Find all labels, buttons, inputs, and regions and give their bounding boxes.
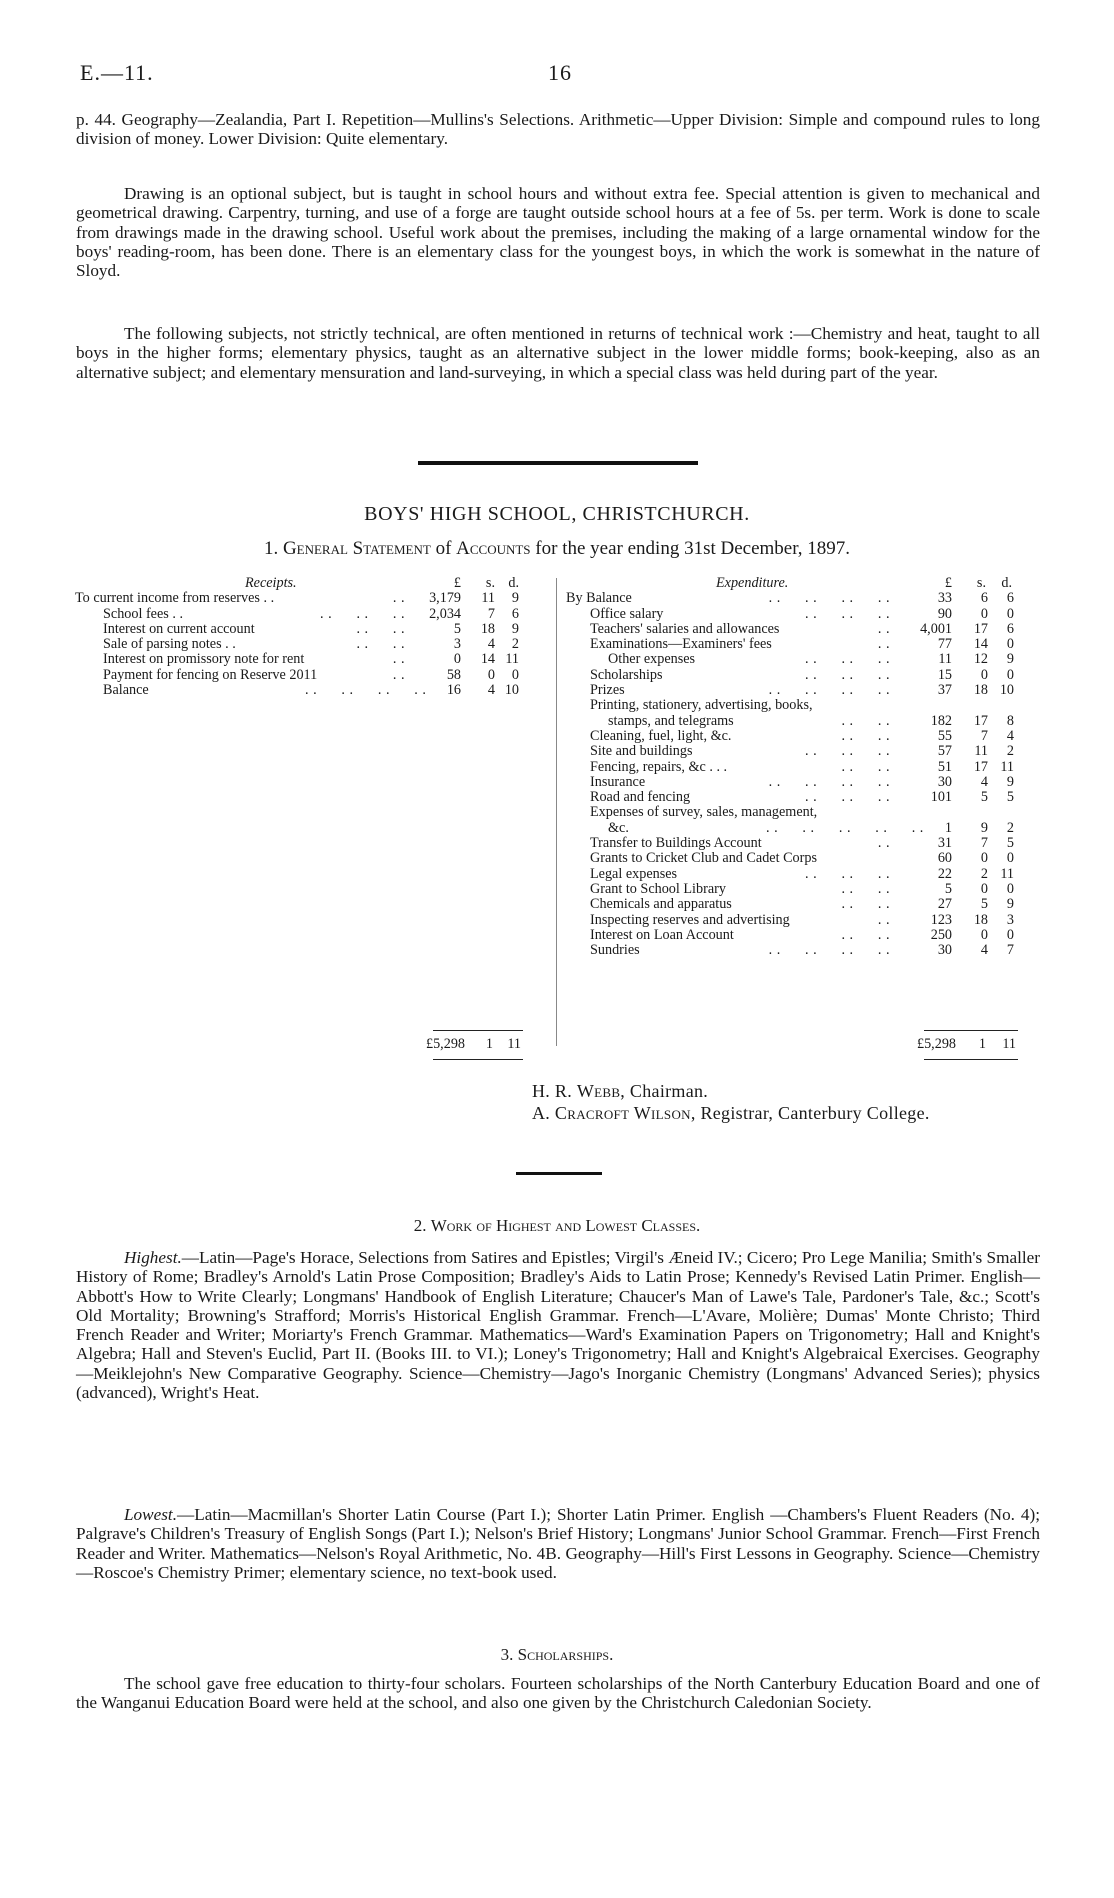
expenditure-amount-shillings: 6 bbox=[980, 590, 988, 607]
expenditure-amount-pence: 0 bbox=[1006, 850, 1014, 867]
receipt-amount-pounds: 58 bbox=[446, 666, 461, 683]
receipts-heading: Receipts. bbox=[245, 575, 297, 591]
expenditure-amount-pounds: 77 bbox=[937, 636, 952, 653]
receipt-amount-pence: 11 bbox=[505, 651, 519, 668]
receipt-leader-dots: . . bbox=[392, 666, 405, 683]
expenditure-amount-pence: 4 bbox=[1006, 727, 1014, 744]
expenditure-row bbox=[566, 913, 1046, 928]
expenditure-amount-shillings: 0 bbox=[980, 926, 988, 943]
receipts-table bbox=[75, 575, 559, 1052]
receipt-leader-dots: . . . . bbox=[356, 620, 405, 637]
expenditure-row bbox=[566, 821, 1046, 836]
expenditure-leader-dots: . . . . . . . . bbox=[768, 942, 890, 959]
receipt-amount-shillings: 11 bbox=[481, 590, 495, 607]
expenditure-leader-dots: . . . . . . bbox=[805, 743, 890, 760]
expenditure-leader-dots: . . . . bbox=[841, 758, 890, 775]
column-divider bbox=[556, 578, 557, 1046]
expenditure-leader-dots: . . . . bbox=[841, 727, 890, 744]
expenditure-row bbox=[566, 729, 1046, 744]
receipt-amount-pence: 9 bbox=[511, 590, 519, 607]
receipt-label: Interest on promissory note for rent bbox=[103, 651, 305, 668]
expenditure-table bbox=[566, 575, 1046, 1052]
expenditure-row bbox=[566, 622, 1046, 637]
expenditure-label: Office salary bbox=[590, 605, 664, 622]
expenditure-amount-pence: 2 bbox=[1006, 743, 1014, 760]
receipt-amount-pence: 10 bbox=[504, 682, 519, 699]
receipt-amount-pence: 6 bbox=[511, 605, 519, 622]
receipt-label: Interest on current account bbox=[103, 620, 255, 637]
expenditure-total-rule bbox=[924, 1059, 1018, 1060]
expenditure-amount-shillings: 5 bbox=[980, 896, 988, 913]
expenditure-label: Teachers' salaries and allowances bbox=[590, 620, 780, 637]
expenditure-label: &c. bbox=[608, 819, 629, 836]
receipt-amount-pounds: 16 bbox=[446, 682, 461, 699]
expenditure-amount-pence: 0 bbox=[1006, 605, 1014, 622]
expenditure-row bbox=[566, 882, 1046, 897]
expenditure-row bbox=[566, 591, 1046, 606]
expenditure-amount-pence: 5 bbox=[1006, 789, 1014, 806]
expenditure-label: Chemicals and apparatus bbox=[590, 896, 732, 913]
expenditure-amount-shillings: 0 bbox=[980, 850, 988, 867]
section-divider bbox=[418, 461, 698, 465]
receipt-row bbox=[75, 668, 559, 683]
statement-heading: 1. General Statement of Accounts for the year ending 31st December, 1897. bbox=[263, 538, 851, 559]
expenditure-amount-pence: 3 bbox=[1006, 911, 1014, 928]
receipt-row bbox=[75, 607, 559, 622]
expenditure-label: Expenses of survey, sales, management, bbox=[590, 804, 818, 821]
receipts-total-rule bbox=[433, 1059, 523, 1060]
scholarships-heading: 3. Scholarships. bbox=[500, 1645, 614, 1664]
expenditure-row bbox=[566, 897, 1046, 912]
expenditure-amount-pounds: 60 bbox=[937, 850, 952, 867]
expenditure-amount-pence: 0 bbox=[1006, 636, 1014, 653]
expenditure-amount-pence: 10 bbox=[999, 682, 1014, 699]
expenditure-row bbox=[566, 607, 1046, 622]
expenditure-amount-pounds: 51 bbox=[937, 758, 952, 775]
receipt-amount-shillings: 0 bbox=[487, 666, 495, 683]
receipt-row bbox=[75, 622, 559, 637]
receipt-amount-pounds: 3,179 bbox=[429, 590, 461, 607]
receipt-row bbox=[75, 591, 559, 606]
expenditure-label: Prizes bbox=[590, 682, 625, 699]
receipt-amount-shillings: 7 bbox=[487, 605, 495, 622]
expenditure-leader-dots: . . . . bbox=[841, 880, 890, 897]
expenditure-row bbox=[566, 928, 1046, 943]
expenditure-label: Scholarships bbox=[590, 666, 663, 683]
expenditure-row bbox=[566, 790, 1046, 805]
expenditure-amount-pounds: 55 bbox=[937, 727, 952, 744]
expenditure-label: Inspecting reserves and advertising bbox=[590, 911, 790, 928]
expenditure-leader-dots: . . . . . . . . bbox=[768, 590, 890, 607]
expenditure-label: Grant to School Library bbox=[590, 880, 726, 897]
expenditure-label: Road and fencing bbox=[590, 789, 691, 806]
expenditure-label: Insurance bbox=[590, 773, 646, 790]
expenditure-amount-shillings: 17 bbox=[973, 712, 988, 729]
expenditure-amount-shillings: 17 bbox=[973, 758, 988, 775]
expenditure-amount-pence: 6 bbox=[1006, 590, 1014, 607]
expenditure-amount-pounds: 37 bbox=[937, 682, 952, 699]
expenditure-leader-dots: . . . . . . bbox=[805, 605, 890, 622]
receipt-leader-dots: . . . . . . . . bbox=[305, 682, 427, 699]
expenditure-amount-pounds: 4,001 bbox=[920, 620, 952, 637]
expenditure-amount-shillings: 17 bbox=[973, 620, 988, 637]
expenditure-amount-pounds: 11 bbox=[938, 651, 952, 668]
page-number: 16 bbox=[548, 60, 572, 85]
short-divider bbox=[516, 1172, 602, 1175]
receipt-amount-shillings: 4 bbox=[487, 682, 495, 699]
expenditure-total-row: £5,298 1 11 bbox=[916, 1036, 1016, 1052]
expenditure-leader-dots: . . bbox=[877, 636, 890, 653]
expenditure-amount-shillings: 0 bbox=[980, 880, 988, 897]
expenditure-amount-shillings: 18 bbox=[973, 911, 988, 928]
expenditure-row bbox=[566, 698, 1046, 713]
expenditure-amount-shillings: 4 bbox=[980, 942, 988, 959]
expenditure-label: Transfer to Buildings Account bbox=[590, 835, 762, 852]
expenditure-leader-dots: . . . . bbox=[841, 712, 890, 729]
expenditure-row bbox=[566, 805, 1046, 820]
receipt-row bbox=[75, 637, 559, 652]
expenditure-amount-pence: 9 bbox=[1006, 896, 1014, 913]
receipt-label: To current income from reserves . . bbox=[75, 590, 275, 607]
expenditure-amount-pence: 5 bbox=[1006, 835, 1014, 852]
expenditure-row bbox=[566, 836, 1046, 851]
receipt-amount-pence: 0 bbox=[511, 666, 519, 683]
expenditure-label: Interest on Loan Account bbox=[590, 926, 734, 943]
expenditure-amount-shillings: 0 bbox=[980, 666, 988, 683]
expenditure-label: Site and buildings bbox=[590, 743, 693, 760]
expenditure-amount-pence: 8 bbox=[1006, 712, 1014, 729]
expenditure-amount-pence: 11 bbox=[1000, 758, 1014, 775]
expenditure-label: Examinations—Examiners' fees bbox=[590, 636, 772, 653]
receipts-header-row: Receipts. £ s. d. bbox=[245, 575, 519, 591]
expenditure-row bbox=[566, 668, 1046, 683]
expenditure-row bbox=[566, 744, 1046, 759]
expenditure-label: By Balance bbox=[566, 590, 632, 607]
expenditure-leader-dots: . . . . bbox=[841, 896, 890, 913]
expenditure-amount-shillings: 0 bbox=[980, 605, 988, 622]
expenditure-amount-shillings: 14 bbox=[973, 636, 988, 653]
chairman-signature: H. R. Webb, Chairman. bbox=[532, 1081, 709, 1101]
expenditure-amount-pounds: 30 bbox=[937, 942, 952, 959]
expenditure-label: Sundries bbox=[590, 942, 640, 959]
receipt-amount-shillings: 4 bbox=[487, 636, 495, 653]
expenditure-amount-shillings: 7 bbox=[980, 727, 988, 744]
expenditure-amount-shillings: 9 bbox=[980, 819, 988, 836]
expenditure-amount-pence: 0 bbox=[1006, 926, 1014, 943]
receipt-label: Sale of parsing notes . . bbox=[103, 636, 236, 653]
intro-paragraph-3: The following subjects, not strictly technical, are often mentioned in returns of technical work :—Chemistry and heat, taught to all boys in the higher forms; elementary physics, taught as an alternative subject in the lower middle forms; book-keeping, also as an alternative subject; and elementary mensuration and land-surveying, in which a special class was held during part of the year. bbox=[76, 324, 1040, 382]
receipt-amount-pounds: 2,034 bbox=[429, 605, 461, 622]
expenditure-row bbox=[566, 775, 1046, 790]
expenditure-amount-pounds: 101 bbox=[930, 789, 952, 806]
expenditure-label: Other expenses bbox=[608, 651, 696, 668]
expenditure-leader-dots: . . . . bbox=[841, 926, 890, 943]
school-title: BOYS' HIGH SCHOOL, CHRISTCHURCH. bbox=[364, 503, 750, 525]
expenditure-row bbox=[566, 714, 1046, 729]
section-code: E.—11. bbox=[80, 60, 154, 85]
expenditure-leader-dots: . . bbox=[877, 911, 890, 928]
highest-classes-paragraph: Highest.—Latin—Page's Horace, Selections from Satires and Epistles; Virgil's Æneid IV.; Cicero; Pro Lege Manilia; Smith's Smaller History of Rome; Bradley's Arnold's Latin Prose Composition; Bradley's Aids to Latin Prose; Kennedy's Revised Latin Primer. English—Abbott's How to Write Clearly; Longmans' Handbook of English Literature; Chaucer's Man of Lawe's Tale, Pardoner's Tale, &c.; Scott's Old Mortality; Browning's Strafford; Morris's Historical English Grammar. French—L'Avare, Molière; Dumas' Monte Christo; Third French Reader and Writer; Moriarty's French Grammar. Mathematics—Ward's Examination Papers on Trigonometry; Hall and Knight's Algebra; Hall and Steven's Euclid, Part II. (Books III. to VI.); Loney's Trigonometry; Hall and Knight's Algebraical Exercises. Geography—Meiklejohn's New Comparative Geography. Science—Chemistry—Jago's Inorganic Chemistry (Longmans' Advanced Series); physics (advanced), Wright's Heat. bbox=[76, 1248, 1040, 1403]
expenditure-amount-pence: 7 bbox=[1006, 942, 1014, 959]
expenditure-leader-dots: . . bbox=[877, 620, 890, 637]
expenditure-label: Cleaning, fuel, light, &c. bbox=[590, 727, 732, 744]
expenditure-leader-dots: . . . . . . bbox=[805, 666, 890, 683]
expenditure-label: Fencing, repairs, &c . . . bbox=[590, 758, 728, 775]
expenditure-amount-pounds: 182 bbox=[930, 712, 952, 729]
expenditure-amount-shillings: 11 bbox=[974, 743, 988, 760]
receipt-amount-pence: 2 bbox=[511, 636, 519, 653]
expenditure-amount-pounds: 5 bbox=[944, 880, 952, 897]
expenditure-amount-shillings: 7 bbox=[980, 835, 988, 852]
expenditure-sum-rule bbox=[924, 1030, 1018, 1031]
expenditure-leader-dots: . . . . . . bbox=[805, 651, 890, 668]
receipt-leader-dots: . . . . . . bbox=[320, 605, 405, 622]
expenditure-amount-shillings: 2 bbox=[980, 865, 988, 882]
expenditure-amount-pence: 0 bbox=[1006, 880, 1014, 897]
receipt-row bbox=[75, 683, 559, 698]
expenditure-amount-pence: 9 bbox=[1006, 651, 1014, 668]
expenditure-header-row: Expenditure. £ s. d. bbox=[716, 575, 1012, 591]
expenditure-amount-pence: 2 bbox=[1006, 819, 1014, 836]
registrar-signature: A. Cracroft Wilson, Registrar, Canterbury College. bbox=[532, 1103, 930, 1123]
expenditure-row bbox=[566, 683, 1046, 698]
expenditure-row bbox=[566, 851, 1046, 866]
expenditure-amount-shillings: 5 bbox=[980, 789, 988, 806]
receipt-leader-dots: . . . . bbox=[356, 636, 405, 653]
expenditure-amount-pence: 6 bbox=[1006, 620, 1014, 637]
expenditure-row bbox=[566, 637, 1046, 652]
expenditure-label: Legal expenses bbox=[590, 865, 678, 882]
expenditure-amount-pounds: 15 bbox=[937, 666, 952, 683]
expenditure-leader-dots: . . bbox=[877, 835, 890, 852]
expenditure-row bbox=[566, 652, 1046, 667]
expenditure-leader-dots: . . . . . . . . bbox=[768, 682, 890, 699]
expenditure-label: Grants to Cricket Club and Cadet Corps bbox=[590, 850, 817, 867]
receipt-label: School fees . . bbox=[103, 605, 183, 622]
receipt-row bbox=[75, 652, 559, 667]
expenditure-leader-dots: . . . . . . bbox=[805, 789, 890, 806]
expenditure-heading: Expenditure. bbox=[716, 575, 789, 591]
expenditure-row bbox=[566, 760, 1046, 775]
receipt-amount-pounds: 5 bbox=[453, 620, 461, 637]
expenditure-leader-dots: . . . . . . . . bbox=[768, 773, 890, 790]
receipt-label: Payment for fencing on Reserve 2011 bbox=[103, 666, 318, 683]
expenditure-amount-pounds: 90 bbox=[937, 605, 952, 622]
receipts-sum-rule bbox=[433, 1030, 523, 1031]
receipt-leader-dots: . . bbox=[392, 651, 405, 668]
expenditure-label: stamps, and telegrams bbox=[608, 712, 734, 729]
receipt-amount-shillings: 18 bbox=[480, 620, 495, 637]
work-heading: 2. Work of Highest and Lowest Classes. bbox=[413, 1216, 701, 1235]
expenditure-amount-shillings: 18 bbox=[973, 682, 988, 699]
intro-paragraph-2: Drawing is an optional subject, but is taught in school hours and without extra fee. Special attention is given to mechanical and geometrical drawing. Carpentry, turning, and use of a forge are taught outside school hours at a fee of 5s. per term. Work is done to scale from drawings made in the drawing school. Useful work about the premises, including the making of a large ornamental window for the boys' reading-room, has been done. There is an elementary class for the youngest boys, in which the work is somewhat in the nature of Sloyd. bbox=[76, 184, 1040, 281]
expenditure-amount-pounds: 22 bbox=[937, 865, 952, 882]
receipt-amount-pounds: 0 bbox=[453, 651, 461, 668]
expenditure-amount-shillings: 12 bbox=[973, 651, 988, 668]
expenditure-amount-pence: 0 bbox=[1006, 666, 1014, 683]
expenditure-amount-pounds: 27 bbox=[937, 896, 952, 913]
expenditure-label: Printing, stationery, advertising, books, bbox=[590, 697, 813, 714]
expenditure-amount-pounds: 1 bbox=[944, 819, 952, 836]
expenditure-amount-pounds: 123 bbox=[930, 911, 952, 928]
expenditure-leader-dots: . . . . . . bbox=[805, 865, 890, 882]
expenditure-amount-pounds: 33 bbox=[937, 590, 952, 607]
expenditure-amount-shillings: 4 bbox=[980, 773, 988, 790]
lowest-classes-paragraph: Lowest.—Latin—Macmillan's Shorter Latin Course (Part I.); Shorter Latin Primer. English —Chambers's Fluent Readers (No. 4); Palgrave's Children's Treasury of English Songs (Part I.); Nelson's Brief History; Longmans' Junior School Grammar. French—First French Reader and Writer. Mathematics—Nelson's Royal Arithmetic, No. 4B. Geography—Hill's First Lessons in Geography. Science—Chemistry—Roscoe's Chemistry Primer; elementary science, no text-book used. bbox=[76, 1505, 1040, 1582]
expenditure-amount-pounds: 30 bbox=[937, 773, 952, 790]
expenditure-row bbox=[566, 943, 1046, 958]
receipt-amount-pounds: 3 bbox=[453, 636, 461, 653]
expenditure-row bbox=[566, 867, 1046, 882]
expenditure-amount-pounds: 31 bbox=[937, 835, 952, 852]
receipt-label: Balance bbox=[103, 682, 149, 699]
expenditure-amount-pence: 9 bbox=[1006, 773, 1014, 790]
scholarships-paragraph: The school gave free education to thirty-four scholars. Fourteen scholarships of the North Canterbury Education Board and one of the Wanganui Education Board were held at the school, and also one given by the Christchurch Caledonian Society. bbox=[76, 1674, 1040, 1713]
receipt-leader-dots: . . bbox=[392, 590, 405, 607]
expenditure-amount-pence: 11 bbox=[1000, 865, 1014, 882]
receipts-total-row: £5,298 1 11 bbox=[425, 1036, 521, 1052]
receipt-amount-pence: 9 bbox=[511, 620, 519, 637]
expenditure-leader-dots: . . . . . . . . . . bbox=[766, 819, 924, 836]
expenditure-amount-pounds: 250 bbox=[930, 926, 952, 943]
receipt-amount-shillings: 14 bbox=[480, 651, 495, 668]
expenditure-amount-pounds: 57 bbox=[937, 743, 952, 760]
intro-paragraph-1: p. 44. Geography—Zealandia, Part I. Repetition—Mullins's Selections. Arithmetic—Upper Division: Simple and compound rules to long division of money. Lower Division: Quite elementary. bbox=[76, 110, 1040, 149]
